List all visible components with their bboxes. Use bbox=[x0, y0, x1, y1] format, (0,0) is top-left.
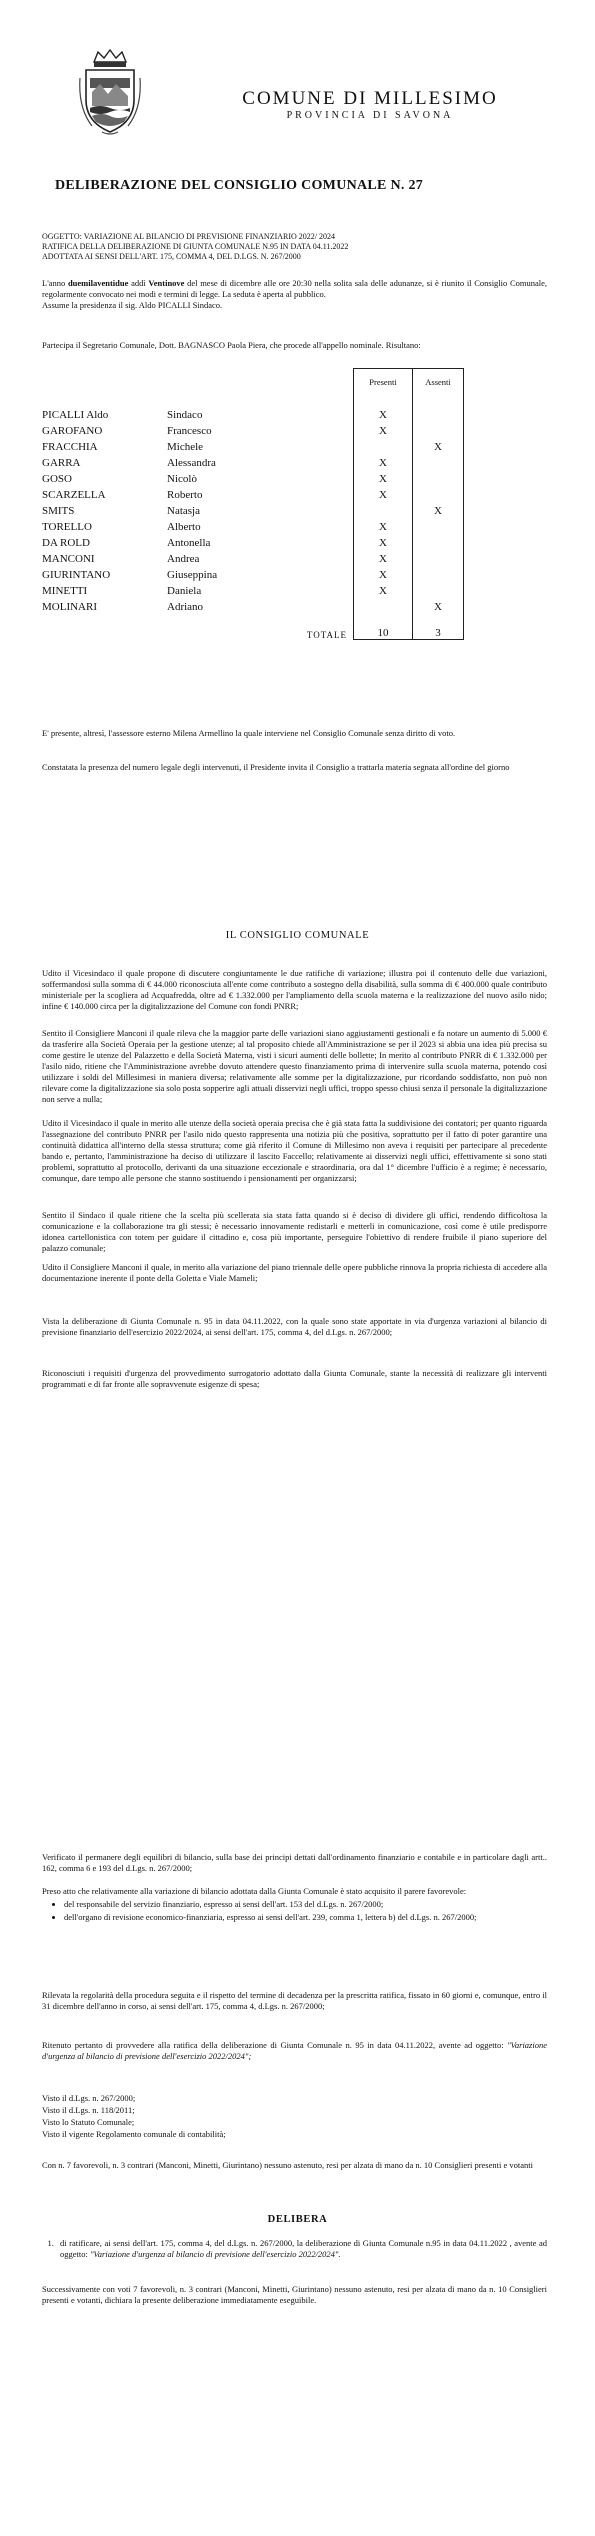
immediate-execution-note: Successivamente con voti 7 favorevoli, n. 3 contrari (Manconi, Minetti, Giurintano) nessuno astenuto, resi per alzata di mano da n. 10 Consiglieri presenti e votanti, dichiara la presente deliberazione immediatamente eseguibile. bbox=[42, 2284, 547, 2305]
present-mark: X bbox=[354, 485, 413, 501]
attendance-row bbox=[42, 453, 464, 469]
resolution-items bbox=[42, 2238, 547, 2260]
present-mark: X bbox=[354, 453, 413, 469]
reference-line: Visto lo Statuto Comunale; bbox=[42, 2117, 135, 2127]
total-absent: 3 bbox=[413, 623, 464, 640]
body-paragraph: Sentito il Consigliere Manconi il quale rileva che la maggior parte delle variazioni siano aggiustamenti gestionali e fa notare un aumento di 5.000 € da trasferire alla Società Operaia per la gestione utenze; al tal proposito chiede all'Amministrazione se per il 2023 si abbia una idea più precisa su come gestire le utenze del Palazzetto e della Società Materna, visti i sicuri aumenti delle bollette; In merito al contributo PNRR di € 1.332.000 per l'asilo nido, ritiene che l'Amministrazione avrebbe dovuto attendere questo finanziamento prima di intervenire sulla scuola materna, potendo così utilizzare i soldi del Millesimesi in maniera diversa; relativamente alle somme per la digitalizzazione, pur ricordando soddisfatto, non può non rilevare come la digitalizzazione sia solo posta sopperire agli attuali disservizi negli uffici, troppo spesso chiusi senza il personale la digitalizzazione non serve a nulla; bbox=[42, 1028, 547, 1104]
present-mark: X bbox=[354, 533, 413, 549]
empty-cell bbox=[167, 369, 354, 396]
councillor-firstname: Giuseppina bbox=[167, 569, 218, 581]
session-intro bbox=[42, 278, 547, 311]
empty-cell bbox=[42, 623, 167, 640]
text-span: del mese di dicembre alle ore 20:30 nella solita sala delle adunanze, si è riunito il Consiglio Comunale, regolarmente convocato nei modi e termini di legge. La seduta è aperta al pubblico. bbox=[42, 278, 548, 299]
present-mark: X bbox=[354, 581, 413, 597]
subject-line: OGGETTO: VARIAZIONE AL BILANCIO DI PREVISIONE FINANZIARIO 2022/ 2024 bbox=[42, 232, 336, 241]
attendance-table bbox=[42, 368, 464, 640]
body-paragraph: Verificato il permanere degli equilibri di bilancio, sulla base dei principi dettati dall'ordinamento finanziario e contabile e in particolare dagli artt.. 162, comma 6 e 193 del d.Lgs. n. 267/2000; bbox=[42, 1852, 547, 1873]
session-date-paragraph bbox=[42, 278, 547, 300]
absent-mark bbox=[413, 549, 464, 565]
absent-mark bbox=[413, 533, 464, 549]
attendance-row bbox=[42, 405, 464, 421]
body-paragraph: Udito il Vicesindaco il quale in merito alle utenze della società operaia precisa che è già stata fatta la suddivisione dei contatori; per quanto riguarda l'assegnazione del contributo PNRR per l'asilo nido questo rappresenta una notizia più che positiva, soprattutto per il fatto di poter garantire una continuità didattica all'interno della stessa struttura; come già riferito il Comune di Millesimo non aveva i requisiti per partecipare al precedente bando e, pertanto, l'amministrazione ha deciso di utilizzare il lascito Faccello; relativamente ai disservizi negli uffici, effettivamente si sono stati problemi, soprattutto al protocollo, derivanti da una situazione eccezionale e straordinaria, ora dal 1° dicembre l'ufficio è a regime; è necessario, comunque, dare tempo alle persone che stanno sostituendo i pensionamenti per organizzarsi; bbox=[42, 1118, 547, 1183]
vote-result: Con n. 7 favorevoli, n. 3 contrari (Manconi, Minetti, Giurintano) nessuno astenuto, resi per alzata di mano da n. 10 Consiglieri presenti e votanti bbox=[42, 2160, 533, 2170]
assessor-note: E' presente, altresì, l'assessore esterno Milena Armellino la quale interviene nel Consiglio Comunale senza diritto di voto. bbox=[42, 728, 456, 738]
presidency-paragraph: Assume la presidenza il sig. Aldo PICALLI Sindaco. bbox=[42, 300, 223, 310]
councillor-firstname: Alessandra bbox=[167, 457, 216, 469]
present-mark: X bbox=[354, 421, 413, 437]
resolution-list bbox=[42, 2238, 547, 2260]
day-text: Ventinove bbox=[148, 278, 185, 288]
body-paragraph: Udito il Vicesindaco il quale propone di discutere congiuntamente le due ratifiche di variazione; illustra poi il contenuto delle due variazioni, soffermandosi sulla somma di € 44.000 riconosciuta all'ente come contributo a sostegno della disabilità, sulla somma di € 400.000 quale contributo ministeriale per la scogliera ad Acquafredda, oltre ad € 1.332.000 per l'ampliamento della scuola materna e la realizzazione del nuovo asilo nido; infine € 140.000 circa per la digitalizzazione del Comune con fondi PNRR; bbox=[42, 968, 547, 1011]
councillor-surname: GAROFANO bbox=[42, 425, 103, 437]
councillor-firstname: Alberto bbox=[167, 521, 201, 533]
resolution-item bbox=[56, 2238, 547, 2260]
attendance-row bbox=[42, 597, 464, 613]
deliberation-title: DELIBERAZIONE DEL CONSIGLIO COMUNALE N. 27 bbox=[55, 178, 424, 193]
councillor-surname: TORELLO bbox=[42, 521, 92, 533]
present-mark bbox=[354, 437, 413, 453]
councillor-surname: GIURINTANO bbox=[42, 569, 111, 581]
absent-mark: X bbox=[413, 597, 464, 613]
total-present: 10 bbox=[354, 623, 413, 640]
council-heading: IL CONSIGLIO COMUNALE bbox=[225, 930, 370, 941]
absent-mark bbox=[413, 421, 464, 437]
text-span: Ritenuto pertanto di provvedere alla ratifica della deliberazione di Giunta Comunale n. 95 in data 04.11.2022, avente ad oggetto: bbox=[42, 2040, 508, 2050]
text-span: di ratificare, ai sensi dell'art. 175, comma 4, del d.Lgs. n. 267/2000, la deliberazione di Giunta Comunale n.95 in data 04.11.2022 , avente ad oggetto: bbox=[60, 2238, 547, 2259]
total-label: TOTALE bbox=[306, 629, 347, 640]
attendance-row bbox=[42, 421, 464, 437]
body-paragraph: Sentito il Sindaco il quale ritiene che la scelta più scellerata sia stata fatta quando si è deciso di dividere gli uffici, rendendo difficoltosa la comunicazione e la collaborazione tra gli stessi; è necessario innovamente redistarli e metterli in comunicazione, così come è utile predisporre idonea cartellonistica con totem per guidare il cittadino e, cosa più importante, perseguire l'obiettivo di rendere fruibile il piano superiore del palazzo comunale; bbox=[42, 1210, 547, 1253]
list-item: • dell'organo di revisione economico-finanziaria, espresso ai sensi dell'art. 239, comma 1, lettera b) del d.Lgs. n. 267/2000; bbox=[64, 1912, 547, 1923]
absent-mark bbox=[413, 469, 464, 485]
absent-mark bbox=[413, 581, 464, 597]
text-span: L'anno bbox=[42, 278, 68, 288]
attendance-row bbox=[42, 581, 464, 597]
absent-mark bbox=[413, 405, 464, 421]
councillor-surname: MANCONI bbox=[42, 553, 95, 565]
councillor-surname: MINETTI bbox=[42, 585, 88, 597]
year-text: duemilaventidue bbox=[67, 278, 129, 288]
councillor-surname: GARRA bbox=[42, 457, 81, 469]
attendance-row bbox=[42, 501, 464, 517]
absent-header: Assenti bbox=[413, 369, 464, 396]
absent-mark bbox=[413, 485, 464, 501]
attendance-total-row bbox=[42, 623, 464, 640]
municipality-name: COMUNE DI MILLESIMO bbox=[242, 88, 498, 109]
attendance-row bbox=[42, 437, 464, 453]
text-span: addì bbox=[128, 278, 149, 288]
province-name: PROVINCIA DI SAVONA bbox=[286, 110, 454, 121]
attendance-row bbox=[42, 485, 464, 501]
attendance-row bbox=[42, 533, 464, 549]
councillor-surname: SMITS bbox=[42, 505, 75, 517]
subject-line: RATIFICA DELLA DELIBERAZIONE DI GIUNTA COMUNALE N.95 IN DATA 04.11.2022 bbox=[42, 242, 349, 251]
attendance-row bbox=[42, 517, 464, 533]
legal-references bbox=[42, 2092, 547, 2140]
body-paragraph: Udito il Consigliere Manconi il quale, in merito alla variazione del piano triennale delle opere pubbliche rinnova la propria richiesta di accedere alla documentazione inerente il ponte della Goletta e Viale Mameli; bbox=[42, 1262, 547, 1283]
spacer-row bbox=[42, 613, 464, 623]
councillor-surname: SCARZELLA bbox=[42, 489, 106, 501]
attendance-header-row bbox=[42, 369, 464, 396]
coat-of-arms-icon bbox=[78, 48, 142, 136]
list-item: • del responsabile del servizio finanziario, espresso ai sensi dell'art. 153 del d.Lgs. n. 267/2000; bbox=[64, 1899, 547, 1910]
councillor-firstname: Andrea bbox=[167, 553, 200, 565]
quoted-subject: "Variazione d'urgenza al bilancio di previsione dell'esercizio 2022/2024"; bbox=[42, 2040, 547, 2061]
attendance-row bbox=[42, 469, 464, 485]
attendance-row bbox=[42, 565, 464, 581]
reference-line: Visto il d.Lgs. n. 267/2000; bbox=[42, 2093, 136, 2103]
present-header: Presenti bbox=[354, 369, 413, 396]
councillor-firstname: Adriano bbox=[167, 601, 204, 613]
body-paragraph: Rilevata la regolarità della procedura seguita e il rispetto del termine di decadenza per la prescritta ratifica, fissato in 60 giorni e, comunque, entro il 31 dicembre dell'anno in corso, ai sensi dell'art. 175, comma 4, d.Lgs. n. 267/2000; bbox=[42, 1990, 547, 2011]
present-mark: X bbox=[354, 549, 413, 565]
councillor-surname: DA ROLD bbox=[42, 537, 90, 549]
councillor-surname: PICALLI Aldo bbox=[42, 409, 109, 421]
reference-line: Visto il vigente Regolamento comunale di contabilità; bbox=[42, 2129, 226, 2139]
councillor-firstname: Michele bbox=[167, 441, 204, 453]
present-mark: X bbox=[354, 565, 413, 581]
body-paragraph: Preso atto che relativamente alla variazione di bilancio adottata dalla Giunta Comunale è stato acquisito il parere favorevole: bbox=[42, 1886, 467, 1896]
body-paragraph: Vista la deliberazione di Giunta Comunale n. 95 in data 04.11.2022, con la quale sono state apportate in via d'urgenza variazioni al bilancio di previsione finanziario dell'esercizio 2022/2024, ai sensi dell'art. 175, comma 4, del d.Lgs. n. 267/2000; bbox=[42, 1316, 547, 1337]
delibera-heading: DELIBERA bbox=[267, 2214, 328, 2225]
quorum-note: Constatata la presenza del numero legale degli intervenuti, il Presidente invita il Consiglio a trattarla materia segnata all'ordine del giorno bbox=[42, 762, 510, 772]
councillor-surname: GOSO bbox=[42, 473, 72, 485]
body-paragraph: Riconosciuti i requisiti d'urgenza del provvedimento surrogatorio adottato dalla Giunta Comunale, stante la necessità di realizzare gli interventi programmati e di far fronte alle sopravvenute esigenze di spesa; bbox=[42, 1368, 547, 1389]
attendance-row bbox=[42, 549, 464, 565]
absent-mark: X bbox=[413, 437, 464, 453]
councillor-firstname: Antonella bbox=[167, 537, 211, 549]
empty-cell bbox=[42, 369, 167, 396]
roll-call-intro: Partecipa il Segretario Comunale, Dott. BAGNASCO Paola Piera, che procede all'appello nominale. Risultano: bbox=[42, 340, 421, 350]
councillor-surname: FRACCHIA bbox=[42, 441, 98, 453]
body-paragraph bbox=[42, 2040, 547, 2062]
opinions-list bbox=[42, 1899, 547, 1923]
quoted-subject: "Variazione d'urgenza al bilancio di previsione dell'esercizio 2022/2024". bbox=[89, 2249, 341, 2259]
councillor-firstname: Nicolò bbox=[167, 473, 197, 485]
absent-mark bbox=[413, 453, 464, 469]
absent-mark bbox=[413, 565, 464, 581]
opinions-block bbox=[42, 1886, 547, 1925]
councillor-firstname: Daniela bbox=[167, 585, 202, 597]
councillor-firstname: Natasja bbox=[167, 505, 200, 517]
present-mark bbox=[354, 597, 413, 613]
present-mark: X bbox=[354, 469, 413, 485]
present-mark: X bbox=[354, 517, 413, 533]
spacer-row bbox=[42, 395, 464, 405]
present-mark: X bbox=[354, 405, 413, 421]
reference-line: Visto il d.Lgs. n. 118/2011; bbox=[42, 2105, 135, 2115]
councillor-surname: MOLINARI bbox=[42, 601, 97, 613]
councillor-firstname: Roberto bbox=[167, 489, 203, 501]
subject-block bbox=[42, 232, 547, 262]
absent-mark: X bbox=[413, 501, 464, 517]
councillor-firstname: Sindaco bbox=[167, 409, 203, 421]
present-mark bbox=[354, 501, 413, 517]
councillor-firstname: Francesco bbox=[167, 425, 212, 437]
subject-line: ADOTTATA AI SENSI DELL'ART. 175, COMMA 4, DEL D.LGS. N. 267/2000 bbox=[42, 252, 301, 261]
absent-mark bbox=[413, 517, 464, 533]
